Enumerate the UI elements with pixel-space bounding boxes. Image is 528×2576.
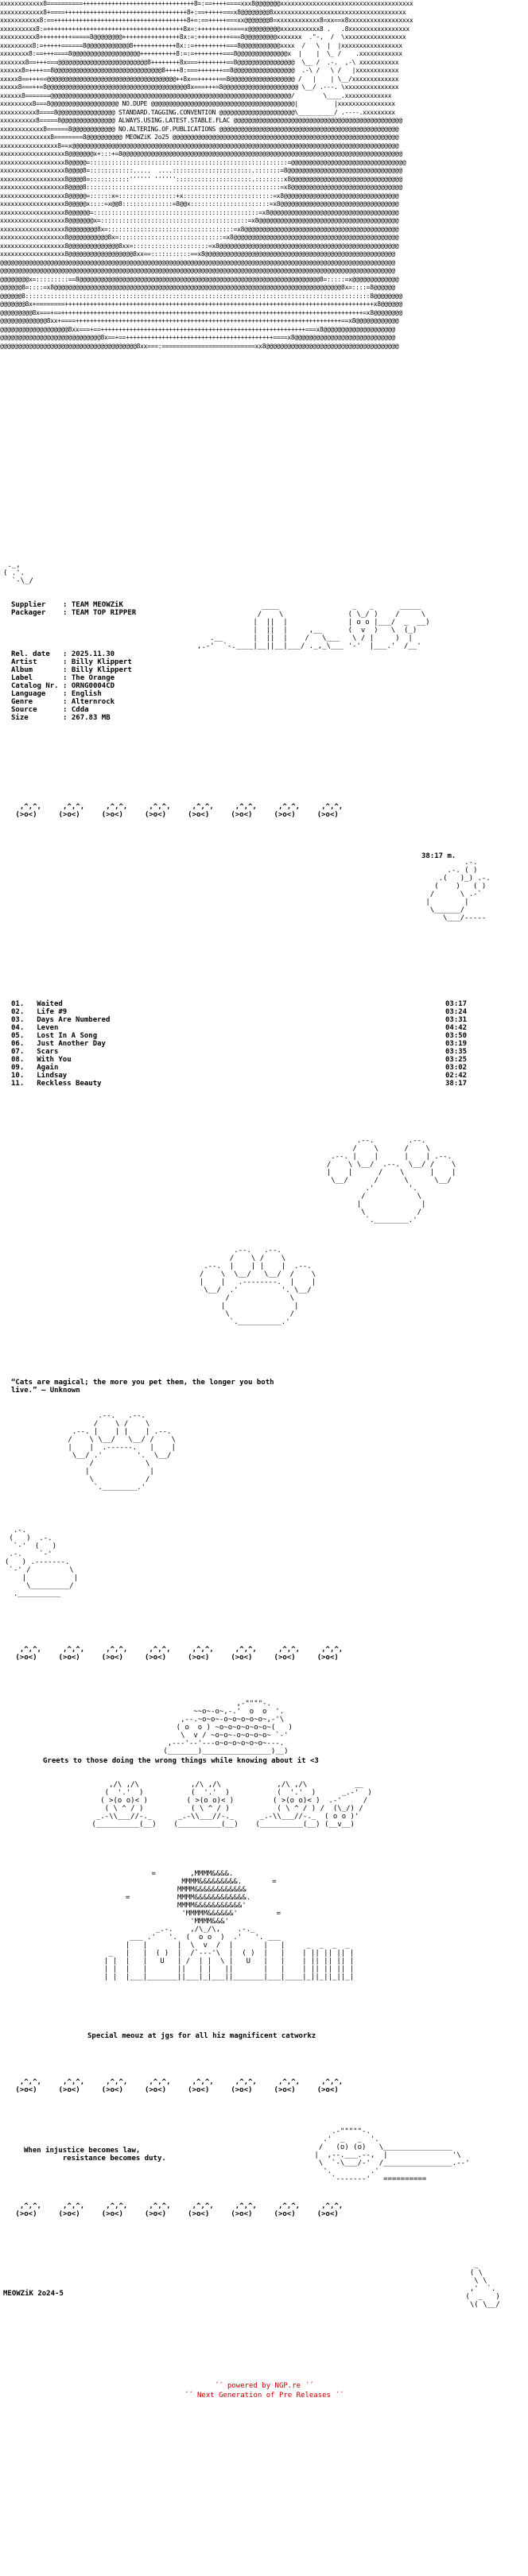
field-row — [11, 698, 132, 706]
banner-line: xxxxxxxxxxxxxxxxxx8@@@@@@=::::::::::::::::::::::::::::::::::::::::::::::=x8@@@@@@@@@@@@@@@@@@@@@@@@@@@@@@@@@@@@ — [0, 208, 399, 216]
cat-scene-art: ____ _ _ _____ / \ ( \_/ ) / \ | || | | o o |___/ _ __) | || | ,__ ( v ) \ (_) .__ | || | / \___ \ / | ) | ,.-' `-.____|__||__|___/ ._,_\___ '-' |___.' /__' — [196, 603, 430, 650]
track-title: Leven — [37, 1024, 59, 1032]
banner-line: xxxxxxxxxxxxxxxxxx8@@@@@@@@@@@8x=:::::::::::::::::::::::::::::=x8@@@@@@@@@@@@@@@@@@@@@@@@@@@@@@@@@@@@@@@@@@@@@@ — [0, 234, 399, 241]
banner-line: xxxxxxxxxxxx8+====++++++++++++++++++++++++++++++++++8+:==+++++===x8@@@@@@@@8xxxxxxxxxxxxxxxxxxxxxxxxxxxxxxxxxxxxx — [0, 8, 406, 16]
field-separator: : — [58, 706, 72, 714]
track-row — [11, 1056, 488, 1064]
banner-line: xxxxxxxxxxxxxx8========8@@@@@@@@@@ MEOWZiK 2o25 @@@@@@@@@@@@@@@@@@@@@@@@@@@@@@@@@@@@@@@@@@@@@@@@@@@@@@@@@@@@@@@ — [0, 134, 399, 141]
track-title: Scars — [37, 1048, 59, 1056]
field-row — [11, 601, 136, 609]
banner-line: xxxxxxxxxxxxxxxxxx8@@@@@x::::=x@@8::::::::::::::=8@@x::::::::::::::::::::::=x8@@@@@@@@@@@@@@@@@@@@@@@@@@@@@@@@@ — [0, 200, 399, 208]
field-label: Size — [11, 714, 59, 722]
banner-line: xxxxxxx8==+++===@@@@@@@@@@@@@@@@@@@@@@@@@8++++++++8x===++++++++==8@@@@@@@@@@@@@@@@ \__ / .-. ,-\ xxxxxxxxxxx — [0, 58, 399, 66]
track-row — [11, 1048, 488, 1056]
track-number: 02. — [11, 1008, 25, 1016]
field-label: Language — [11, 690, 59, 698]
field-separator: : — [58, 601, 72, 609]
banner-line: xxxxxxxxxxxxxxxxxx8@@@@@@@@8x=:::::::::::::::::::::::::::::::::::=x8@@@@@@@@@@@@@@@@@@@@@@@@@@@@@@@@@@@@@@@@@@@ — [0, 225, 399, 233]
field-label: Supplier — [11, 601, 59, 609]
field-row — [11, 674, 132, 682]
banner-line: xxxxxxxxx8===8@@@@@@@@@@@@@@@@@@@ NO.DUPE @@@@@@@@@@@@@@@@@@@@@@@@@@@@@@@@@@@@@@@@| |xxxxxxxxxxxxxxxx — [0, 100, 395, 107]
field-value: Cdda — [71, 706, 89, 714]
curled-cat-art: ,-""""-. ~~o~-o~,-.' o o '. ,--.~o~o~-o~o~o~o~o~,-'\ ( o o ) ~o~o~o~o~o~o~( ) \ v / ~o~o~-o~o~o~o~ `-' ,---'--'---o~o~o~o~o~o~---. (_______)________________)__) — [163, 1700, 293, 1755]
release-supplier-section — [11, 601, 136, 617]
track-title: Days Are Numbered — [37, 1016, 111, 1024]
track-number: 11. — [11, 1080, 25, 1088]
paw-row-1: ,^,^, ,^,^, ,^,^, ,^,^, ,^,^, ,^,^, ,^,^, ,^,^, (>o<) (>o<) (>o<) (>o<) (>o<) (>o<) (>o<) (>o<) — [15, 803, 344, 819]
field-label: Source — [11, 706, 59, 714]
field-value: Alternrock — [71, 698, 115, 706]
field-separator: : — [58, 714, 72, 722]
track-row — [11, 1040, 488, 1048]
banner-line: xxxxxxxxxxxxxxxx8==x@@@@@@@@@@@@@@@@@@@@@@@@@@@@@@@@@@@@@@@@@@@@@@@@@@@@@@@@@@@@@@@@@@@@@@@@@@@@@@@@@@@@@@@@@@@ — [0, 142, 399, 149]
banner-line: @@@@@@@@@@@@@@@@@@@@@@@@@@@@@@@@@@@@@@@@@@@@@@@@@@@@@@@@@@@@@@@@@@@@@@@@@@@@@@@@@@@@@@@@@@@@@@@@@@@@@@@@@@@@@@ — [0, 258, 395, 266]
track-time: 38:17 — [445, 1080, 468, 1088]
paw-right-art: .-. .-. ( ) .( )_) .-. ( ) ( ) / \ .-` | | \______/ \___/----- — [425, 859, 491, 922]
track-number: 07. — [11, 1048, 25, 1056]
track-row — [11, 1064, 488, 1072]
field-label: Catalog Nr. — [11, 682, 59, 690]
field-value: ORNG0004CD — [71, 682, 115, 690]
track-row — [11, 1072, 488, 1080]
track-time: 02:42 — [445, 1072, 468, 1080]
field-row — [11, 682, 132, 690]
field-row — [11, 650, 132, 658]
quote-line-1: “Cats are magical; the more you pet them, the longer you both — [11, 1379, 274, 1387]
track-time: 03:17 — [445, 1000, 468, 1008]
quote-text — [11, 1371, 274, 1395]
track-time: 04:42 — [445, 1024, 468, 1032]
field-value: TEAM TOP RIPPER — [71, 609, 137, 617]
quote-line-2: live.” – Unknown — [11, 1387, 80, 1395]
field-label: Artist — [11, 658, 59, 666]
field-label: Genre — [11, 698, 59, 706]
greets-text: Greets to those doing the wrong things while knowing about it <3 — [43, 1757, 319, 1765]
track-time: 03:35 — [445, 1048, 468, 1056]
track-row — [11, 1008, 488, 1016]
banner-line: xxxxxxxxxxxx8======8@@@@@@@@@@@@ NO.ALTERING.OF.PUBLICATIONS @@@@@@@@@@@@@@@@@@@@@@@@@@@@@@@@@@@@@@@@@@@@@@@@@@ — [0, 125, 399, 133]
field-separator: : — [58, 698, 72, 706]
field-row — [11, 658, 132, 666]
field-value: 267.83 MB — [71, 714, 111, 722]
banner-line: xxxxx8==+++==@@@@@@@@@@@@@@@@@@@@@@@@@@@@@@@@@@@@++8x==++++++==8@@@@@@@@@@@@@@@@@@ / | | \__/xxxxxxxxxxxxx — [0, 75, 399, 83]
track-title: Just Another Day — [37, 1040, 106, 1048]
track-time: 03:19 — [445, 1040, 468, 1048]
field-separator: : — [58, 690, 72, 698]
banner-line: xxxxxxxxxxxxxxxxxx8@@@@@@@@@@@@@@8xx=:::::::::::::::::::::=x8@@@@@@@@@@@@@@@@@@@@@@@@@@@@@@@@@@@@@@@@@@@@@@@@@@ — [0, 242, 399, 250]
banner-line: xxxxxxxxxx8+++++++++=====8@@@@@@@@++++++++++++++++8x:=:+++++++++===8@@@@@@@@@xxxxxxx ."-, / \xxxxxxxxxxxxxxxxx — [0, 33, 406, 41]
banner-line: @@@@@@@8x+========++++++++++++++++++++++++++++++++++++++++++++++++++++++++++++++++++++++++++++++++++++++x8@@@@@@ — [0, 301, 402, 308]
paw-row-4: ,^,^, ,^,^, ,^,^, ,^,^, ,^,^, ,^,^, ,^,^, ,^,^, (>o<) (>o<) (>o<) (>o<) (>o<) (>o<) (>o<) (>o<) — [15, 2202, 344, 2218]
field-separator: : — [58, 682, 72, 690]
small-cat-face-art: ._, ( .'. `-\_/ — [3, 561, 33, 585]
field-separator: : — [58, 609, 72, 617]
field-label: Packager — [11, 609, 59, 617]
banner-line: xxxxxxxxxxxxxxxxxx8@@@@@=:::::::::::::::::::::::::::::::::::::::::::::::::::::::=@@@@@@@@@@@@@@@@@@@@@@@@@@@@@@@@ — [0, 158, 406, 166]
field-label: Label — [11, 674, 59, 682]
track-time: 03:31 — [445, 1016, 468, 1024]
field-separator: : — [58, 658, 72, 666]
justice-line-2: resistance becomes duty. — [24, 2155, 166, 2163]
track-number: 10. — [11, 1072, 25, 1080]
banner-line: @@@@@@@@@@@@@@@@@@@@@@@@@@@@@@@@@@@@@@@@@@@@@@@@@@@@@@@@@@@@@@@@@@@@@@@@@@@@@@@@@@@@@@@@@@@@@@@@@@@@@@@@@@@@@@ — [0, 267, 395, 274]
field-separator: : — [58, 666, 72, 674]
field-value: 2025.11.30 — [71, 650, 115, 658]
field-separator: : — [58, 650, 72, 658]
paw-row-2: ,^,^, ,^,^, ,^,^, ,^,^, ,^,^, ,^,^, ,^,^, ,^,^, (>o<) (>o<) (>o<) (>o<) (>o<) (>o<) (>o<) (>o<) — [15, 1646, 344, 1662]
banner-line: xxxxxxxxx8:=+++++======8@@@@@@@@@@@@8++++++++++++8x::=+++++++++===8@@@@@@@@@@@xxxx / \ | |xxxxxxxxxxxxxxxxx — [0, 41, 402, 49]
release-details-section — [11, 650, 132, 722]
field-value: The Orange — [71, 674, 115, 682]
banner-line: xxxxxxxxxxxxxxxxxx8@@@@@@@x=:::::::::::::::::::::::::::::::::::::::::=x8@@@@@@@@@@@@@@@@@@@@@@@@@@@@@@@@@@@@@@@ — [0, 217, 399, 224]
field-row — [11, 714, 132, 722]
banner-line: @@@@@@@@@@@@@@@@@@@@@@@@@@@@8x==+==+++++++++++++++++++++++++++++++++++++++++====x8@@@@@@@@@@@@@@@@@@@@@@@@@@@@ — [0, 334, 395, 341]
banner-line: xxxxxxxx8:==+++====8@@@@@@@@@@@@@@@@@@@++++++++++8:=:=++++++++===8@@@@@@@@@@@@@@x | | \_ / .xxxxxxxxxxxx — [0, 50, 402, 57]
track-number: 08. — [11, 1056, 25, 1064]
field-value: Billy Klippert — [71, 666, 132, 674]
field-row — [11, 706, 132, 714]
track-number: 03. — [11, 1016, 25, 1024]
ascii-banner — [0, 0, 413, 351]
banner-line: xxxxxx8=======@@@@@@@@@@@@@@@@@@@@@@@@@@@@@@@@@@@@@@@@@@@@@@@@@@@@@@@@@@@@@@@@@@@/ \____.xxxxxxxxxxxxx — [0, 91, 392, 99]
paw-row-3: ,^,^, ,^,^, ,^,^, ,^,^, ,^,^, ,^,^, ,^,^, ,^,^, (>o<) (>o<) (>o<) (>o<) (>o<) (>o<) (>o<) (>o<) — [15, 2078, 344, 2094]
banner-line: xxxxxxxxxxxx8==========+++++++++++++++++++++++++++++++8=:==++++====xxx8@@@@@@@xxxxxxxxxxxxxxxxxxxxxxxxxxxxxxxxxxxxx — [0, 0, 413, 7]
justice-quote — [24, 2139, 166, 2163]
track-time: 03:50 — [445, 1032, 468, 1040]
banner-line: xxxxxxxxxx8:=++++++++++++++++++++++++++++++++++++++8x=:+++++++++====x@@@@@@@@@xxxxxxxxxxx8 . .8xxxxxxxxxxxxxxxxx — [0, 25, 410, 33]
field-label: Rel. date — [11, 650, 59, 658]
banner-line: xxxxxxxxxx8====8@@@@@@@@@@@@@@@@ STANDARD.TAGGING.CONVENTION @@@@@@@@@@@@@@@@@@@@@\__________/ .----.xxxxxxxxx — [0, 108, 395, 116]
field-row — [11, 666, 132, 674]
banner-line: xxxxx8===++=8@@@@@@@@@@@@@@@@@@@@@@@@@@@@@@@@@@@@@@@8x===+++=8@@@@@@@@@@@@@@@@@@@@@ \__/ .---. \xxxxxxxxxxxxxxx — [0, 83, 399, 91]
banner-line: xxxxxx8=++++==8@@@@@@@@@@@@@@@@@@@@@@@@@@@@@@8++++8:===+++++++==8@@@@@@@@@@@@@@@@@ .-\ / \ / |xxxxxxxxxxxx — [0, 67, 399, 74]
footer-tagline: ´´ Next Generation of Pre Releases ´´ — [184, 2392, 344, 2399]
field-label: Album — [11, 666, 59, 674]
banner-line: xxxxxxxxxxx8:==+++++++++++++++++++++++++++++++++++++8+=:==+++++===xx@@@@@@@8=xxxxxxxxxxxx8=xx==x8xxxxxxxxxxxxxxxxxx — [0, 17, 413, 24]
banner-line: xxxxxxxxxxxxxxxxxx8@@@@@@@x+:::+=8@@@@@@@@@@@@@@@@@@@@@@@@@@@@@@@@@@@@@@@@@@@@@@@@@@@@@@@@@@@@@@@@@@@@@@@@@@@@@@ — [0, 150, 402, 157]
banner-line: @@@@@@@@@8x===+==++++++++++++++++++++++++++++++++++++++++++++++++++++++++++++++++++++++++++++++++++++=x8@@@@@@@@ — [0, 308, 402, 316]
field-value: Billy Klippert — [71, 658, 132, 666]
field-row — [11, 609, 136, 617]
track-row — [11, 1024, 488, 1032]
justice-line-1: When injustice becomes law, — [24, 2147, 141, 2155]
banner-line: @@@@@@8::::::::::::::::::::::::::::::::::::::::::::::::::::::::::::::::::::::::::::::::::::::::::::::::8@@@@@@@@ — [0, 292, 402, 300]
track-title: Life #9 — [37, 1008, 68, 1016]
banner-line: xxxxxxxxxxxxxxxxxx8@@@@@@@@@@@@@@@@@@8xx==:::::::::::==x8@@@@@@@@@@@@@@@@@@@@@@@@@@@@@@@@@@@@@@@@@@@@@@@@@@@@@ — [0, 250, 395, 258]
field-value: TEAM MEOWZiK — [71, 601, 123, 609]
banner-line: @@@@@@@@@@@@@@@@@@@@@@@@@@@@@@@@@@@@@@8xx===:==========================xx8@@@@@@@@@@@@@@@@@@@@@@@@@@@@@@@@@@@@@ — [0, 342, 399, 350]
field-value: English — [71, 690, 102, 698]
banner-line: xxxxxxxxxx8=====8@@@@@@@@@@@@@@@ ALWAYS.USING.LATEST.STABLE.FLAC @@@@@@@@@@@@@@@@@@@@@@@@@@@@@@@@@@@@@@@@@@@@@@@ — [0, 117, 402, 124]
footer-powered-by: ´´ powered by NGP.re ´´ — [214, 2382, 314, 2390]
cat-fence-art: = ,MMMM&&&&. MMMM&&&&&&&&&. = MMMM&&&&&&&&&&&& = MMMM&&&&&&&&&&&&. MMMM&&&&&&&&&&&' 'MMMMM&&&&&&' = 'MMMM&&&' _.-. ,/\_/\, .-._ ___ .' '. ( o o ) .' '. ___ | | | \ v / | | | _ _ _ _ _ | | ( ) | /`---'\ | ( ) | | | || || || | | | | | U | / | | \ | U | | | || || || | | | | | || | | || | | | || || || | | | |___|_______||___|_|___||_______|___|____|_||_||_||_| — [103, 1870, 355, 1981]
banner-line: xxxxxxxxxxxxxxxxxx8@@@@@=::::::x=::::::::::::::::+x:::::::::::::::::::::::::=x8@@@@@@@@@@@@@@@@@@@@@@@@@@@@@@@@ — [0, 192, 399, 200]
cats-trio-art: ,/\ ,/\ ,/\ ,/\ ,/\ ,/\ __ ( '.' ) ( '.' ) ( '.' ) _.-' ) ( >(o o)< ) ( >(o o)< ) ( >(o o)< ) .-' / ( \ ^ / ) ( \ ^ / ) ( \ ^ / ) / (\_/) / _.-\\___//-._ _.-\\___//-._ _.-\\___//-._ ( o o )' (__________(__) (__________(__) (__________(__) (__v__) — [91, 1781, 372, 1829]
track-row — [11, 1000, 488, 1008]
track-row — [11, 1032, 488, 1040]
banner-line: xxxxxxxxxxxxxxxxxx8@@@@8::::::::::::::::::::::::::::::::::::::::::::::::::::::=x8@@@@@@@@@@@@@@@@@@@@@@@@@@@@@@@ — [0, 184, 402, 191]
track-title: Again — [37, 1064, 59, 1072]
track-number: 05. — [11, 1032, 25, 1040]
track-time: 03:25 — [445, 1056, 468, 1064]
track-title: Lost In A Song — [37, 1032, 98, 1040]
banner-line: xxxxxxxxxxxxxxxxxx8@@@@8=::::::::::::..... ....::::::::::::::::::::::.:::::::=8@@@@@@@@@@@@@@@@@@@@@@@@@@@@@@@@ — [0, 167, 402, 174]
track-number: 04. — [11, 1024, 25, 1032]
paw-left-edge-art: .-. ( ) .-. `-' ( ) .-. `-' ( ) .-------. `-' / \ | | \_________/ .__________ — [5, 1527, 79, 1598]
tracklist — [11, 1000, 488, 1088]
tail-cat-art: _ ( \ \ \ ,' `. ( _ ) \( \__/ — [465, 2261, 500, 2309]
banner-line: @@@@@@@@@@@@@8xx+====++++++++++++++++++++++++++++++++++++++++++++++++++++++++++++++++++++++++++==x8@@@@@@@@@@@@ — [0, 317, 399, 324]
banner-line: @@@@@@@@@@@@@@@@@@@8xx===+==+++++++++++++++++++++++++++++++++++++++++++++++++++++++++===x8@@@@@@@@@@@@@@@@@@@@ — [0, 325, 395, 333]
track-title: Lindsay — [37, 1072, 68, 1080]
banner-line: @@@@@@@@x=:::::::::==8@@@@@@@@@@@@@@@@@@@@@@@@@@@@@@@@@@@@@@@@@@@@@@@@@@@@@@@@@@@@@@@@@@@8=:::::=x@@@@@@@@@@@@@ — [0, 275, 399, 283]
special-thanks-text: Special meouz at jgs for all hiz magnificent catworkz — [87, 2032, 316, 2040]
track-time: 03:02 — [445, 1064, 468, 1072]
track-row — [11, 1016, 488, 1024]
track-title: Reckless Beauty — [37, 1080, 102, 1088]
track-number: 06. — [11, 1040, 25, 1048]
track-title: With You — [37, 1056, 72, 1064]
banner-line: xxxxxxxxxxxxxxxxxx8@@@@8=:::::::::::'''''' '''''':::::::::::::::::::::.::::::::x8@@@@@@@@@@@@@@@@@@@@@@@@@@@@@@@ — [0, 175, 402, 183]
total-time-top: 38:17 m. — [421, 852, 456, 860]
paw-art-large-3: .--. .--. / \ / \ .--. | | | | .--. / \ \__/ \__/ / \ | | .------. | | \__/ .' '. \__/ / \ | | \ / `.________.' — [68, 1412, 176, 1492]
paw-art-large-1: .--. .--. / \ / \ .--. | | | | .--. / \ \__/ .--. \__/ / \ | | / \ | | \__/ / \ \__/ .' '. / \ | | \ / `.________.' — [326, 1137, 456, 1224]
track-number: 01. — [11, 1000, 25, 1008]
sleeping-cat-art: .-"""""-. .' _ _ '. / (o) (o) \________________ | ,--.___.--, | '\ \ `-\___/-' /________________.--' '. .' `-------' ========== — [314, 2128, 470, 2183]
track-row — [11, 1080, 488, 1088]
track-title: Waited — [37, 1000, 63, 1008]
field-separator: : — [58, 674, 72, 682]
signature: MEOWZiK 2o24-5 — [3, 2290, 64, 2298]
field-row — [11, 690, 132, 698]
banner-line: @@@@@@8=::::=x8@@@@@@@@@@@@@@@@@@@@@@@@@@@@@@@@@@@@@@@@@@@@@@@@@@@@@@@@@@@@@@@@@@@@@@@@@@@@@@@@8x=::::=8@@@@@@ — [0, 284, 395, 291]
paw-art-large-2: .--. .--. / \ / \ .--. | | | | .--. / \ \__/ \__/ / \ | | .--------. | | \__/ .' '. \__/ / \ | | \ / `.__________.' — [199, 1247, 316, 1326]
track-number: 09. — [11, 1064, 25, 1072]
track-time: 03:24 — [445, 1008, 468, 1016]
